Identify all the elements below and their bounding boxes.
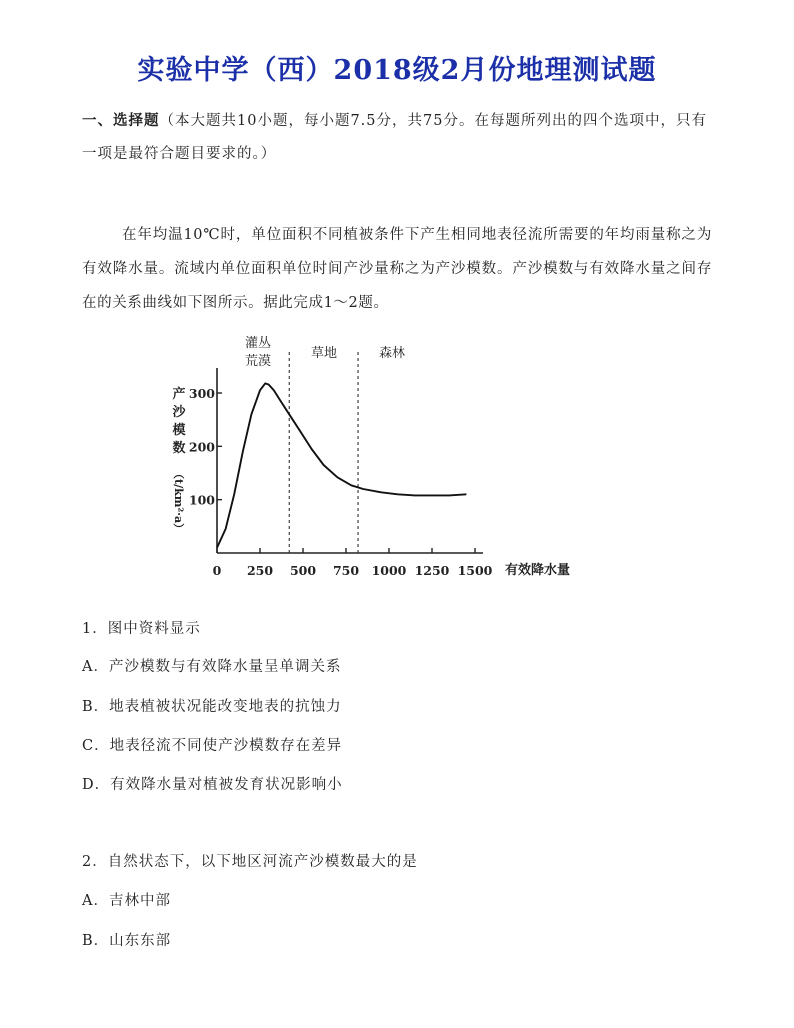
region-label-grass: 草地 xyxy=(310,346,338,361)
question-2-stem: 2．自然状态下，以下地区河流产沙模数最大的是 xyxy=(82,854,418,870)
question-1-option-b: B．地表植被状况能改变地表的抗蚀力 xyxy=(82,699,342,715)
region-label-shrub: 灌丛 xyxy=(244,336,272,351)
x-tick-label: 1500 xyxy=(457,563,493,578)
x-axis-label: 有效降水量 xyxy=(505,563,571,578)
y-tick-label: 300 xyxy=(188,386,215,401)
y-axis-label-char: 产 xyxy=(172,387,186,402)
section-note: （本大题共10小题，每小题7.5分，共75分。在每题所列出的四个选项中，只有一项是最符合题目要求的。） xyxy=(82,113,707,162)
question-intro: 在年均温10℃时，单位面积不同植被条件下产生相同地表径流所需要的年均雨量称之为有效降水量。流域内单位面积单位时间产沙量称之为产沙模数。产沙模数与有效降水量之间存在的关系曲线如下图所示。据此完成1～2题。 xyxy=(82,227,712,311)
y-axis-unit: （t/km²·a） xyxy=(172,468,185,535)
y-axis-label-char: 模 xyxy=(172,423,186,438)
y-axis-label-char: 数 xyxy=(172,441,186,456)
region-label-forest: 森林 xyxy=(378,346,406,361)
data-curve xyxy=(217,383,466,547)
section-instructions xyxy=(82,104,722,171)
region-label-shrub-2: 荒漠 xyxy=(244,354,272,369)
question-1-option-a: A．产沙模数与有效降水量呈单调关系 xyxy=(82,659,342,675)
y-axis-label-char: 沙 xyxy=(172,405,186,420)
x-tick-label: 1000 xyxy=(371,563,407,578)
question-1-option-c: C．地表径流不同使产沙模数存在差异 xyxy=(82,738,343,754)
page-title: 实验中学（西）2018级2月份地理测试题 xyxy=(137,55,657,86)
y-tick-label: 100 xyxy=(188,492,215,508)
x-tick-label: 500 xyxy=(289,563,317,578)
question-1-option-d: D．有效降水量对植被发育状况影响小 xyxy=(82,777,343,793)
x-tick-label: 0 xyxy=(212,563,222,578)
y-tick-label: 200 xyxy=(188,439,215,455)
question-2-option-b: B．山东东部 xyxy=(82,933,172,949)
question-2-option-a: A．吉林中部 xyxy=(82,893,171,909)
x-tick-label: 250 xyxy=(246,563,274,578)
sediment-chart xyxy=(160,328,580,583)
section-heading: 一、选择题 xyxy=(82,112,160,129)
x-tick-label: 750 xyxy=(332,563,360,578)
x-tick-label: 1250 xyxy=(414,563,450,578)
question-1-stem: 1．图中资料显示 xyxy=(82,621,201,637)
